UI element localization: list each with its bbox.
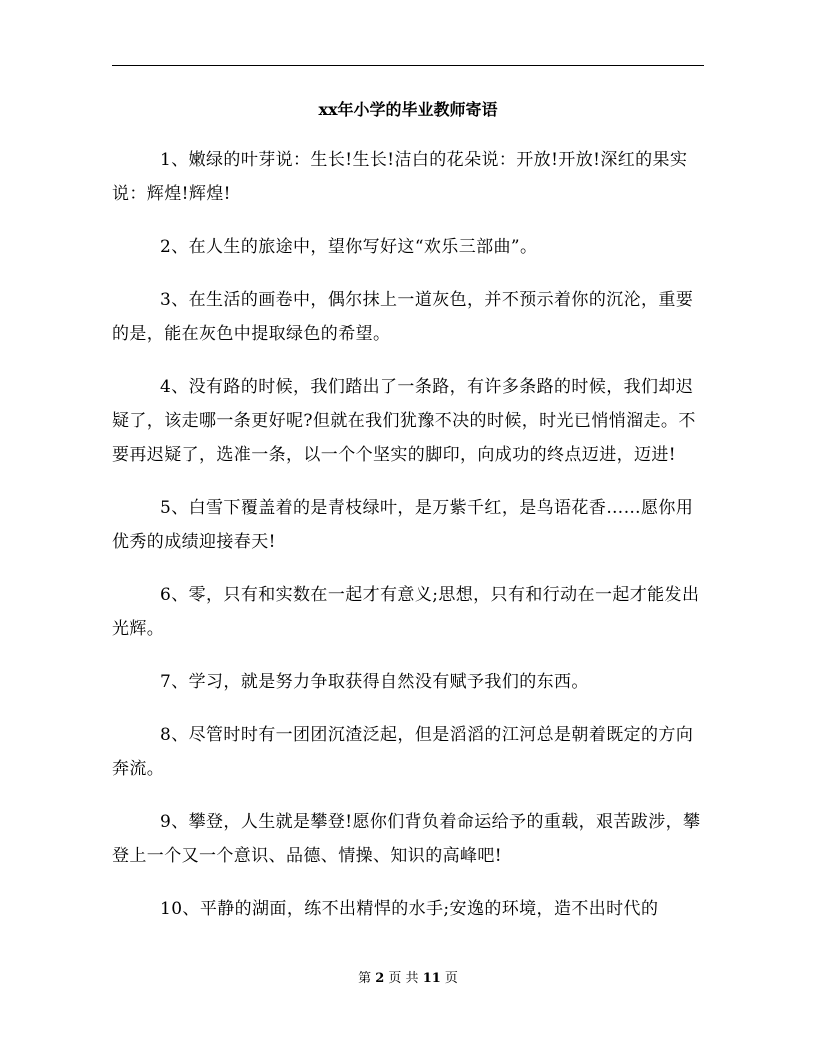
page-footer — [112, 969, 704, 989]
paragraph-3: 3、在生活的画卷中，偶尔抹上一道灰色，并不预示着你的沉沦，重要的是，能在灰色中提取绿色的希望。 — [112, 290, 694, 344]
footer-prefix: 第 — [358, 971, 372, 986]
paragraph-2: 2、在人生的旅途中，望你写好这“欢乐三部曲”。 — [160, 237, 538, 257]
paragraph-4: 4、没有路的时候，我们踏出了一条路，有许多条路的时候，我们却迟疑了，该走哪一条更好呢?但就在我们犹豫不决的时候，时光已悄悄溜走。不要再迟疑了，选准一条，以一个个坚实的脚印，向成功的终点迈进，迈进! — [112, 377, 696, 465]
footer-suffix: 页 — [444, 971, 458, 986]
document-title: xx年小学的毕业教师寄语 — [318, 100, 498, 119]
paragraph-5: 5、白雪下覆盖着的是青枝绿叶，是万紫千红，是鸟语花香……愿你用优秀的成绩迎接春天! — [112, 498, 694, 552]
paragraph-7: 7、学习，就是努力争取获得自然没有赋予我们的东西。 — [160, 672, 589, 692]
paragraph-6: 6、零，只有和实数在一起才有意义;思想，只有和行动在一起才能发出光辉。 — [112, 585, 700, 639]
paragraph-9: 9、攀登，人生就是攀登!愿你们背负着命运给予的重载，艰苦跋涉，攀登上一个又一个意识、品德、情操、知识的高峰吧! — [112, 812, 701, 866]
paragraph-1: 1、嫩绿的叶芽说：生长!生长!洁白的花朵说：开放!开放!深红的果实说：辉煌!辉煌! — [112, 150, 688, 204]
footer-total-pages: 11 — [422, 971, 441, 986]
paragraph-8: 8、尽管时时有一团团沉渣泛起，但是滔滔的江河总是朝着既定的方向奔流。 — [112, 725, 694, 779]
footer-middle: 页 共 — [388, 971, 419, 986]
document-body — [112, 143, 708, 945]
paragraph-10: 10、平静的湖面，练不出精悍的水手;安逸的环境，造不出时代的 — [160, 899, 659, 919]
footer-page-number: 2 — [375, 971, 385, 986]
header-rule — [112, 65, 704, 66]
